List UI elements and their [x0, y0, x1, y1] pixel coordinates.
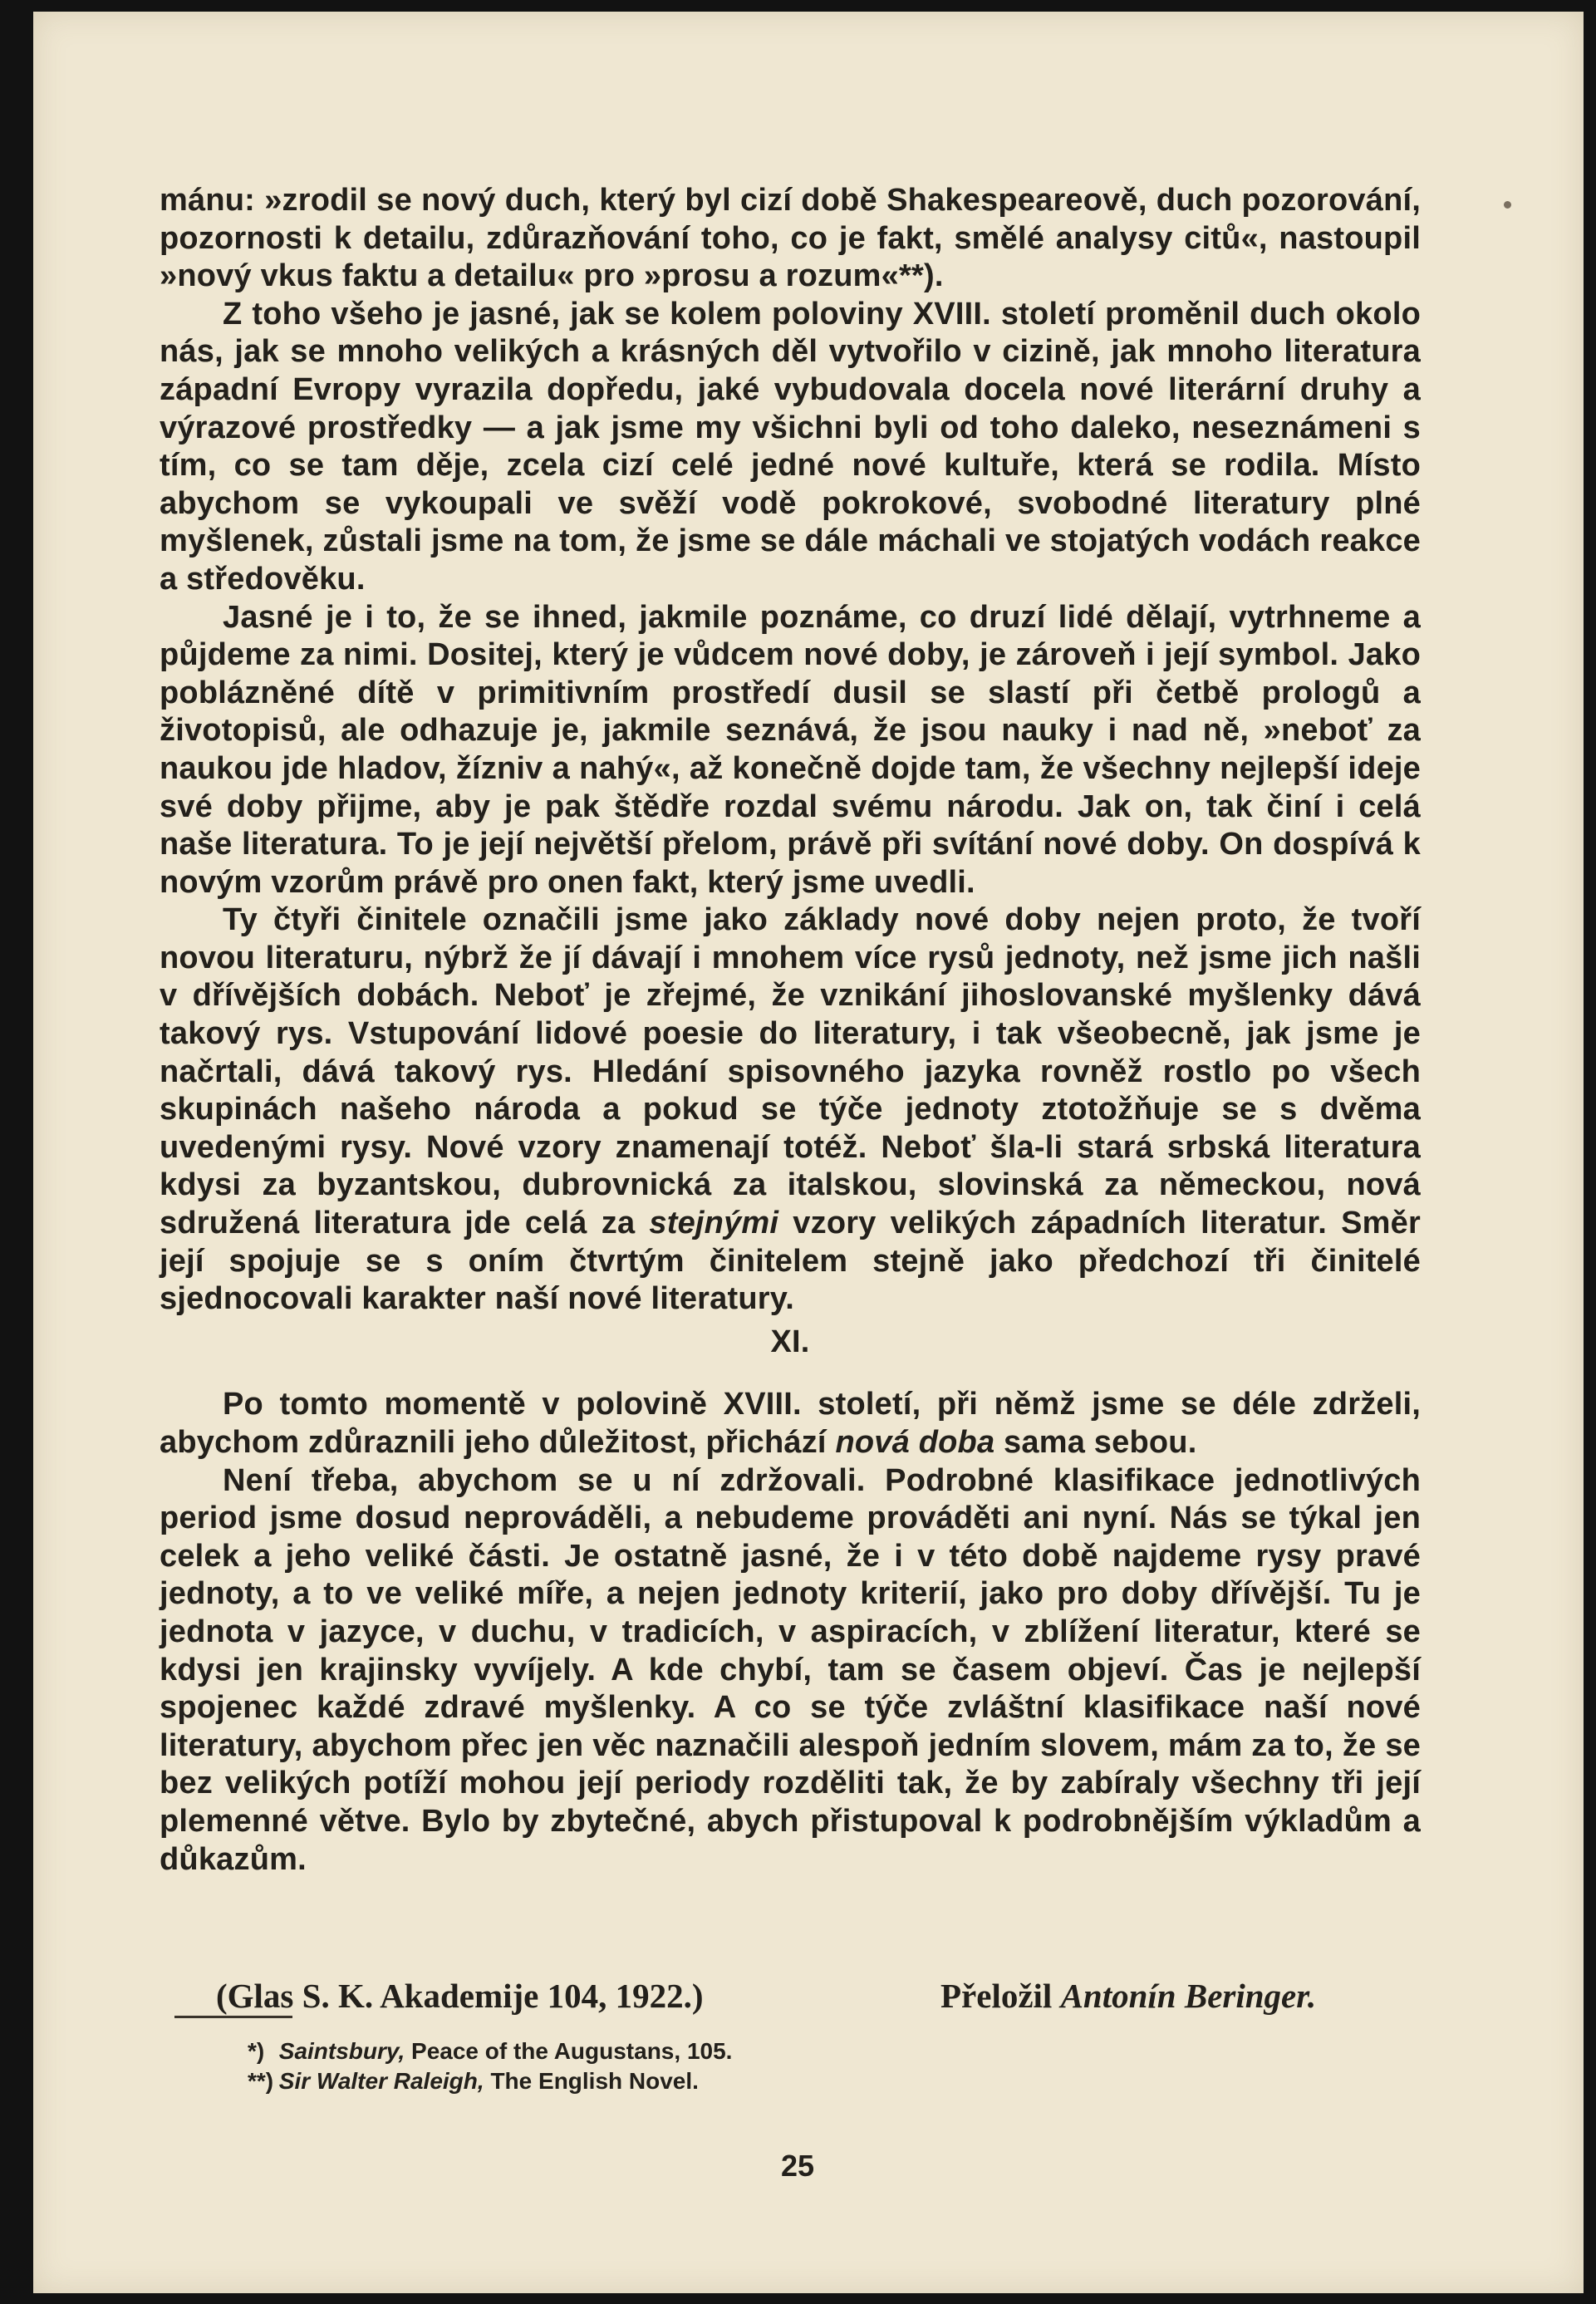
- paragraph-5-part-1: Po tomto momentě v polovině XVIII. století, při němž jsme se déle zdrželi, abychom zdůraznili jeho důležitost, přichází: [160, 1387, 1421, 1460]
- paper-speck: [1504, 201, 1511, 209]
- translator-name: Antonín Beringer.: [1060, 1977, 1317, 2015]
- footnote-1: [248, 2036, 732, 2066]
- paragraph-4-part-2: vzory velikých západních literatur. Směr její spojuje se s oním čtvrtým činitelem stejně jako předchozí tři činitelé sjednocovali karakter naší nové literatury.: [160, 1206, 1421, 1317]
- emphasis-nova-doba: nová doba: [835, 1425, 995, 1460]
- emphasis-stejnymi: stejnými: [649, 1206, 779, 1241]
- page-number: 25: [780, 2149, 815, 2183]
- footnote-mark: **): [248, 2068, 274, 2094]
- footnote-title: The English Novel.: [490, 2068, 699, 2094]
- footnote-mark: *): [248, 2038, 265, 2064]
- paragraph-4: [160, 901, 1421, 1319]
- section-heading: XI.: [770, 1324, 810, 1359]
- footnote-rule: [174, 2016, 292, 2018]
- paragraph-5-part-2: sama sebou.: [994, 1425, 1197, 1460]
- footnote-author: Saintsbury,: [278, 2038, 405, 2064]
- paragraph-4-part-1: Ty čtyři činitele označili jsme jako základy nové doby nejen proto, že tvoří novou literaturu, nýbrž že jí dávají i mnohem více rysů jednoty, než jsme jich našli v dřívějších dobách. Neboť je zřejmé, že vznikání jihoslovanské myšlenky dává takový rys. Vstupování lidové poesie do literatury, i tak všeobecně, jak jsme je načrtali, dává takový rys. Hledání spisovného jazyka rovněž rostlo po všech skupinách našeho národa a pokud se týče jednoty ztotožňuje se s dvěma uvedenými rysy. Nové vzory znamenají totéž. Neboť šla-li stará srbská literatura kdysi za byzantskou, dubrovnická za italskou, slovinská za německou, nová sdružená literatura jde celá za: [160, 902, 1421, 1241]
- main-text: [160, 182, 1421, 1879]
- signature-row: [216, 1976, 1379, 2026]
- footnote-author: Sir Walter Raleigh,: [278, 2068, 484, 2094]
- paragraph-6: Není třeba, abychom se u ní zdržovali. Podrobné klasifikace jednotlivých period jsme dosud neprováděli, a nebudeme prováděti ani nyní. Nás se týkal jen celek a jeho veliké části. Je ostatně jasné, že i v této době najdeme rysy pravé jednoty, a to ve veliké míře, a nejen jednoty kriterií, jako pro doby dřívější. Tu je jednota v jazyce, v duchu, v tradicích, v aspiracích, v zblížení literatur, které se kdysi jen krajinsky vyvíjely. A kde chybí, tam se časem objeví. Čas je nejlepší spojenec každé zdravé myšlenky. A co se týče zvláštní klasifikace naší nové literatury, abychom přec jen věc naznačili alespoň jedním slovem, mám za to, že se bez velikých potíží mohou její periody rozděliti tak, že by zabíraly všechny tři její plemenné větve. Bylo by zbytečné, abych přistupoval k podrobnějším výkladům a důkazům.: [160, 1462, 1421, 1877]
- translator-credit: [940, 1976, 1316, 2016]
- footnotes: [248, 2036, 732, 2096]
- paragraph-3: Jasné je i to, že se ihned, jakmile poznáme, co druzí lidé dělají, vytrhneme a půjdeme za nimi. Dositej, který je vůdcem nové doby, je zároveň i její symbol. Jako poblázněné dítě v primitivním prostředí dusil se slastí při četbě prologů a životopisů, ale odhazuje je, jakmile seznává, že jsou nauky i nad ně, »neboť za naukou jde hladov, žízniv a nahý«, až konečně dojde tam, že všechny nejlepší ideje své doby přijme, aby je pak štědře rozdal svému národu. Jak on, tak činí i celá naše literatura. To je její největší přelom, právě při svítání nové doby. On dospívá k novým vzorům právě pro onen fakt, který jsme uvedli.: [160, 599, 1421, 900]
- footnote-title: Peace of the Augustans, 105.: [411, 2038, 733, 2064]
- paragraph-5: [160, 1386, 1421, 1461]
- paragraph-1: mánu: »zrodil se nový duch, který byl cizí době Shakespeareově, duch pozorování, pozornosti k detailu, zdůrazňování toho, co je fakt, smělé analysy citů«, nastoupil »nový vkus faktu a detailu« pro »prosu a rozum«**).: [160, 183, 1421, 294]
- source-citation: (Glas S. K. Akademije 104, 1922.): [216, 1977, 704, 2015]
- paragraph-2: Z toho všeho je jasné, jak se kolem poloviny XVIII. století proměnil duch okolo nás, jak se mnoho velikých a krásných děl vytvořilo v cizině, jak mnoho literatura západní Evropy vyrazila dopředu, jaké vybudovala docela nové literární druhy a výrazové prostředky — a jak jsme my všichni byli od toho daleko, neseznámeni s tím, co se tam děje, zcela cizí celé jedné nové kultuře, která se rodila. Místo abychom se vykoupali ve svěží vodě pokrokové, svobodné literatury plné myšlenek, zůstali jsme na tom, že jsme se dále máchali ve stojatých vodách reakce a středověku.: [160, 296, 1421, 597]
- footnote-2: [248, 2066, 732, 2096]
- translator-prefix: Přeložil: [940, 1977, 1061, 2015]
- book-page: [33, 12, 1584, 2293]
